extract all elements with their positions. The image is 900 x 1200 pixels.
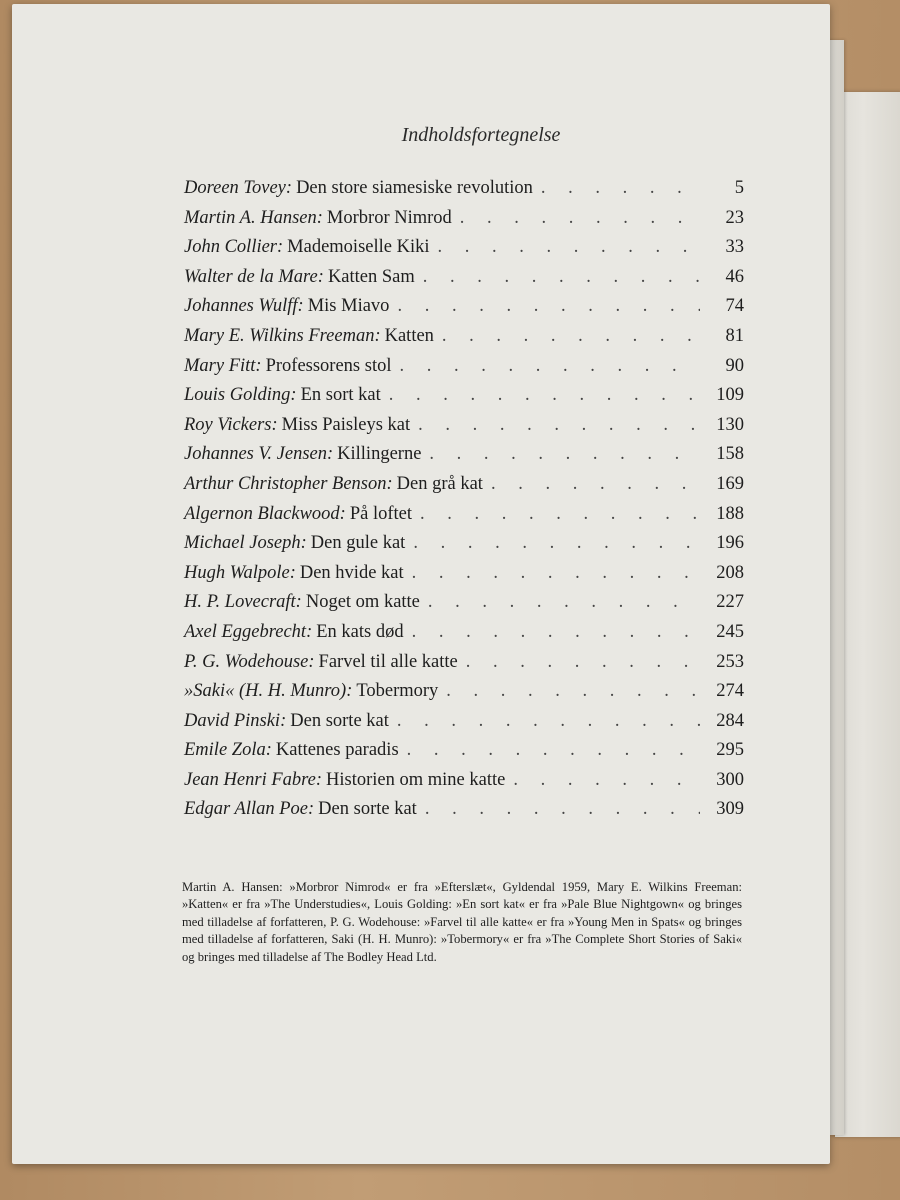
dot-leader [541, 178, 700, 199]
dot-leader [466, 652, 700, 673]
toc-author: Louis Golding: [184, 385, 297, 406]
toc-author: H. P. Lovecraft: [184, 592, 302, 613]
toc-story-title: Katten Sam [327, 266, 415, 287]
toc-entry [184, 326, 744, 356]
toc-entry [184, 622, 744, 652]
dot-leader [438, 237, 701, 258]
toc-author: Walter de la Mare: [184, 266, 324, 287]
toc-entry [184, 415, 744, 445]
toc-story-title: Katten [384, 325, 434, 346]
toc-story-title: Den sorte kat [318, 799, 417, 820]
dot-leader [397, 296, 700, 317]
toc-author: Mary Fitt: [184, 355, 262, 376]
toc-story-title: Killingerne [337, 444, 422, 465]
toc-story-title: Den hvide kat [299, 562, 404, 583]
toc-page-number: 188 [716, 503, 744, 524]
toc-page-number: 74 [725, 296, 744, 317]
toc-author: Algernon Blackwood: [184, 503, 346, 524]
toc-entry [184, 504, 744, 534]
toc-page-number: 169 [716, 473, 744, 494]
next-page-edge [835, 92, 900, 1137]
toc-story-title: Noget om katte [305, 592, 420, 613]
toc-story-title: Historien om mine katte [326, 769, 506, 790]
toc-story-title: Kattenes paradis [275, 740, 399, 761]
toc-entry [184, 711, 744, 741]
toc-entry [184, 385, 744, 415]
toc-entry [184, 681, 744, 711]
toc-story-title: En sort kat [300, 385, 381, 406]
dot-leader [513, 770, 700, 791]
dot-leader [399, 356, 700, 377]
toc-story-title: Morbror Nimrod [326, 207, 452, 228]
toc-entry [184, 474, 744, 504]
toc-page-number: 196 [716, 533, 744, 554]
toc-page-number: 23 [725, 207, 744, 228]
toc-page-number: 227 [716, 592, 744, 613]
toc-page-number: 109 [716, 385, 744, 406]
toc-page-number: 295 [716, 740, 744, 761]
table-of-contents-list [184, 178, 744, 829]
toc-entry [184, 267, 744, 297]
dot-leader [407, 740, 700, 761]
dot-leader [397, 711, 700, 732]
toc-entry [184, 533, 744, 563]
dot-leader [428, 592, 700, 613]
toc-page-number: 245 [716, 621, 744, 642]
table-of-contents-heading: Indholdsfortegnelse [401, 124, 561, 146]
toc-page-number: 208 [716, 562, 744, 583]
toc-story-title: Professorens stol [265, 355, 392, 376]
toc-story-title: Den sorte kat [290, 710, 389, 731]
toc-author: Doreen Tovey: [184, 178, 293, 198]
toc-author: P. G. Wodehouse: [184, 651, 315, 672]
toc-author: Arthur Christopher Benson: [184, 473, 393, 494]
dot-leader [446, 681, 700, 702]
toc-author: Emile Zola: [184, 740, 272, 761]
dot-leader [442, 326, 700, 347]
toc-page-number: 90 [725, 355, 744, 376]
dot-leader [412, 622, 700, 643]
dot-leader [418, 415, 700, 436]
toc-page-number: 274 [716, 681, 744, 702]
toc-author: »Saki« (H. H. Munro): [184, 681, 353, 702]
toc-page-number: 158 [716, 444, 744, 465]
toc-page-number: 300 [716, 769, 744, 790]
toc-story-title: Den gule kat [310, 533, 406, 554]
dot-leader [429, 444, 700, 465]
dot-leader [425, 799, 700, 820]
toc-author: Jean Henri Fabre: [184, 769, 323, 790]
toc-page-number: 81 [725, 325, 744, 346]
toc-entry [184, 770, 744, 800]
toc-author: Mary E. Wilkins Freeman: [184, 325, 381, 346]
toc-page-number: 46 [725, 266, 744, 287]
toc-story-title: Mis Miavo [307, 296, 390, 317]
toc-author: Johannes Wulff: [184, 296, 304, 317]
toc-page-number: 284 [716, 710, 744, 731]
toc-story-title: Den grå kat [396, 473, 483, 494]
toc-author: Hugh Walpole: [184, 562, 296, 583]
book-page [12, 4, 830, 1164]
credits-note: Martin A. Hansen: »Morbror Nimrod« er fra »Efterslæt«, Gyldendal 1959, Mary E. Wilkins Freeman: »Katten« er fra »The Understudies«, Louis Golding: »En sort kat« er fra »Pale Blue Nightgown« og bringes med tilladelse af forfatteren, P. G. Wodehouse: »Farvel til alle katte« er fra »Young Men in Spats« og bringes med tilladelse af forfatteren, Saki (H. H. Munro): »Tobermory« er fra »The Complete Short Stories of Saki« og bringes med tilladelse af The Bodley Head Ltd. [182, 879, 742, 964]
toc-author: Johannes V. Jensen: [184, 444, 334, 465]
toc-story-title: På loftet [349, 503, 413, 524]
toc-author: John Collier: [184, 237, 284, 258]
toc-author: Martin A. Hansen: [184, 207, 323, 228]
dot-leader [413, 533, 700, 554]
toc-page-number: 5 [734, 178, 744, 198]
toc-entry [184, 799, 744, 829]
toc-entry [184, 652, 744, 682]
dot-leader [460, 208, 700, 229]
toc-entry [184, 356, 744, 386]
toc-story-title: En kats død [316, 621, 404, 642]
dot-leader [389, 385, 700, 406]
toc-author: David Pinski: [184, 710, 287, 731]
toc-author: Edgar Allan Poe: [184, 799, 315, 820]
dot-leader [420, 504, 700, 525]
toc-author: Roy Vickers: [184, 414, 278, 435]
toc-page-number: 253 [716, 651, 744, 672]
toc-entry [184, 740, 744, 770]
toc-entry [184, 237, 744, 267]
dot-leader [412, 563, 700, 584]
toc-entry [184, 296, 744, 326]
toc-page-number: 309 [716, 799, 744, 820]
toc-story-title: Den store siamesiske revolution [296, 178, 533, 198]
toc-page-number: 33 [725, 237, 744, 258]
toc-page-number: 130 [716, 414, 744, 435]
toc-author: Axel Eggebrecht: [184, 621, 313, 642]
toc-story-title: Tobermory [356, 681, 439, 702]
toc-entry [184, 178, 744, 208]
toc-entry [184, 208, 744, 238]
dot-leader [491, 474, 700, 495]
toc-story-title: Mademoiselle Kiki [287, 237, 430, 258]
toc-story-title: Farvel til alle katte [318, 651, 458, 672]
toc-author: Michael Joseph: [184, 533, 307, 554]
toc-story-title: Miss Paisleys kat [281, 414, 411, 435]
toc-entry [184, 592, 744, 622]
toc-entry [184, 444, 744, 474]
dot-leader [423, 267, 700, 288]
toc-entry [184, 563, 744, 593]
